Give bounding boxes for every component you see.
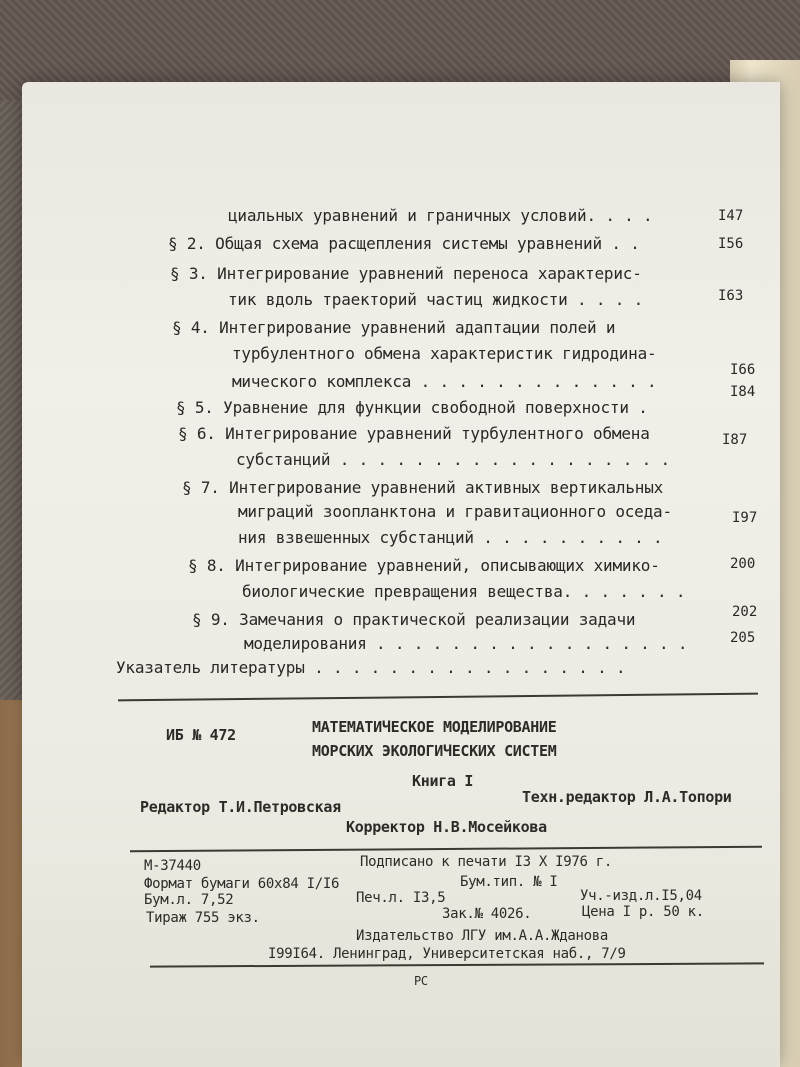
toc-page-number: 205 <box>730 630 756 646</box>
toc-page-number: I97 <box>732 510 758 526</box>
toc-page-number: I87 <box>722 432 748 448</box>
imprint-top-rule <box>118 693 758 702</box>
toc-page-number: I47 <box>718 208 744 224</box>
toc-line: § 4. Интегрирование уравнений адаптации полей и <box>172 318 616 337</box>
paper-format: Формат бумаги 60x84 I/I6 <box>144 876 340 892</box>
m-number: М-37440 <box>144 858 201 874</box>
toc-line: циальных уравнений и граничных условий. . . . <box>228 206 653 225</box>
toc-line: мического комплекса . . . . . . . . . . . . . <box>232 372 657 391</box>
toc-page-number: I63 <box>718 288 744 304</box>
toc-page-number: I84 <box>730 384 756 400</box>
print-run: Тираж 755 экз. <box>146 910 260 926</box>
toc-line: § 6. Интегрирование уравнений турбулентного обмена <box>178 424 650 443</box>
price: Цена I р. 50 к. <box>582 904 704 920</box>
printer-mark: РС <box>414 974 428 988</box>
toc-page-number: 202 <box>732 604 758 620</box>
order-number: Зак.№ 4026. <box>442 906 532 922</box>
toc-line: турбулентного обмена характеристик гидродина- <box>232 344 657 363</box>
book-title-line-1: МАТЕМАТИЧЕСКОЕ МОДЕЛИРОВАНИЕ <box>312 718 557 736</box>
publisher-address: I99I64. Ленинград, Университетская наб., 7/9 <box>268 946 626 962</box>
book-page <box>22 82 780 1067</box>
toc-line: миграций зоопланктона и гравитационного оседа- <box>238 502 672 521</box>
printed-sheets: Печ.л. I3,5 <box>356 890 446 906</box>
paper-type: Бум.тип. № I <box>460 874 558 890</box>
toc-line: ния взвешенных субстанций . . . . . . . . . . <box>238 528 663 547</box>
book-title-line-2: МОРСКИХ ЭКОЛОГИЧЕСКИХ СИСТЕМ <box>312 742 557 760</box>
tech-editor-credit: Техн.редактор Л.А.Топори <box>522 788 732 806</box>
toc-line: § 7. Интегрирование уравнений активных вертикальных <box>182 478 664 497</box>
book-volume: Книга I <box>412 772 474 790</box>
toc-page-number: I56 <box>718 236 744 252</box>
corrector-credit: Корректор Н.В.Мосейкова <box>346 818 547 836</box>
toc-line: тик вдоль траекторий частиц жидкости . . . . <box>228 290 644 309</box>
toc-line: § 8. Интегрирование уравнений, описывающих химико- <box>188 556 660 575</box>
toc-line: § 2. Общая схема расщепления системы уравнений . . <box>168 234 640 253</box>
toc-line: § 3. Интегрирование уравнений переноса характерис- <box>170 264 642 283</box>
signed-date: Подписано к печати I3 X I976 г. <box>360 854 612 870</box>
toc-line: биологические превращения вещества. . . . . . . <box>242 582 686 601</box>
imprint-bottom-rule <box>150 962 764 967</box>
toc-line: § 9. Замечания о практической реализации задачи <box>192 610 636 629</box>
toc-line: Указатель литературы . . . . . . . . . . . . . . . . . <box>116 658 626 677</box>
toc-page-number: I66 <box>730 362 756 378</box>
paper-sheets: Бум.л. 7,52 <box>144 892 234 908</box>
imprint-middle-rule <box>130 846 762 852</box>
toc-line: моделирования . . . . . . . . . . . . . . . . . <box>244 634 688 653</box>
toc-page-number: 200 <box>730 556 756 572</box>
toc-line: § 5. Уравнение для функции свободной поверхности . <box>176 398 648 417</box>
publisher-sheets: Уч.-изд.л.I5,04 <box>580 888 702 904</box>
ib-number: ИБ № 472 <box>166 726 236 744</box>
publisher-name: Издательство ЛГУ им.А.А.Жданова <box>356 928 608 944</box>
toc-line: субстанций . . . . . . . . . . . . . . . . . . <box>236 450 670 469</box>
editor-credit: Редактор Т.И.Петровская <box>140 798 341 816</box>
